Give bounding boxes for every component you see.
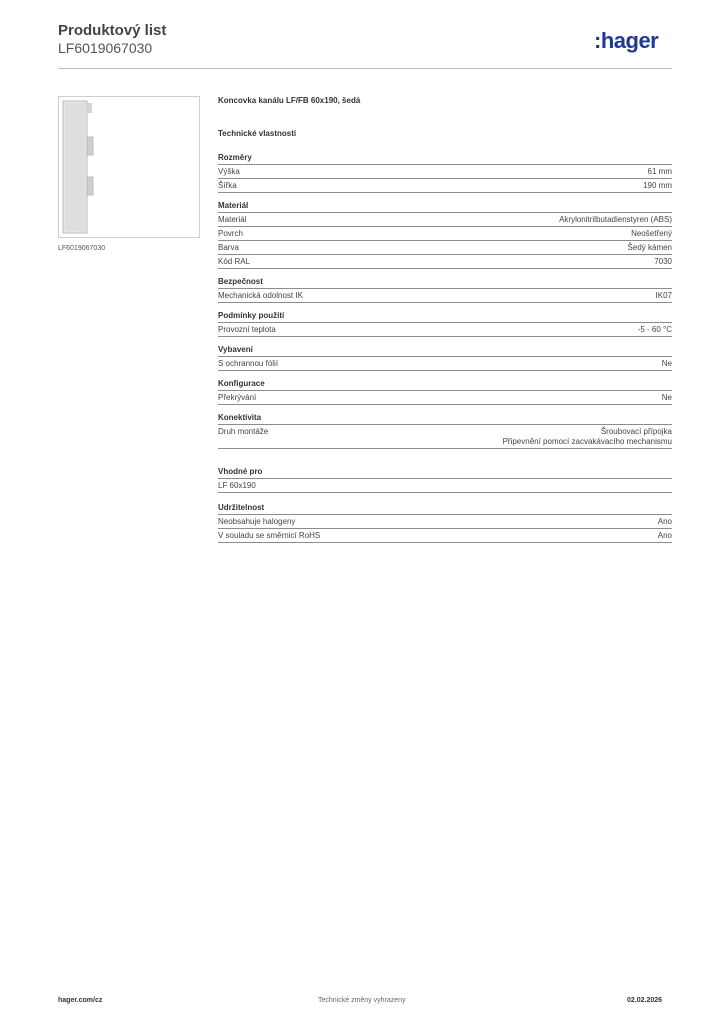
- spec-label: Barva: [218, 243, 239, 252]
- spec-row: [218, 529, 672, 543]
- section-title: Vybavení: [218, 345, 672, 357]
- footer-note: Technické změny vyhrazeny: [318, 997, 406, 1004]
- spec-label: V souladu se směrnicí RoHS: [218, 531, 321, 540]
- spec-value: Neošetřený: [631, 229, 672, 238]
- product-illustration: [59, 97, 199, 237]
- section-konektivita: [218, 413, 672, 449]
- section-vhodne-pro: [218, 467, 672, 493]
- section-udrzitelnost: [218, 503, 672, 543]
- spec-label: Šířka: [218, 181, 237, 190]
- section-konfigurace: [218, 379, 672, 405]
- section-podminky: [218, 311, 672, 337]
- section-title: Rozměry: [218, 153, 672, 165]
- spec-row: [218, 323, 672, 337]
- footer-date: 02.02.2026: [627, 997, 663, 1004]
- spec-label: Povrch: [218, 229, 243, 238]
- section-rozmery: [218, 153, 672, 193]
- spec-label: Výška: [218, 167, 240, 176]
- spec-value: Akrylonitrilbutadienstyren (ABS): [559, 215, 672, 224]
- spec-row: [218, 289, 672, 303]
- hager-logo: [594, 28, 658, 54]
- spec-row: [218, 213, 672, 227]
- spec-row: [218, 165, 672, 179]
- section-title: Konfigurace: [218, 379, 672, 391]
- section-title: Vhodné pro: [218, 467, 672, 479]
- footer-website-link[interactable]: hager.com/cz: [58, 997, 103, 1004]
- spec-row: [218, 425, 672, 449]
- section-title: Materiál: [218, 201, 672, 213]
- spec-label: Mechanická odolnost IK: [218, 291, 303, 300]
- spec-value: 7030: [654, 257, 672, 266]
- section-title: Podmínky použití: [218, 311, 672, 323]
- section-bezpecnost: [218, 277, 672, 303]
- spec-row: [218, 179, 672, 193]
- spec-row: [218, 241, 672, 255]
- logo-text: hager: [600, 28, 659, 53]
- image-caption: LF6019067030: [58, 245, 106, 252]
- spec-value: Ne: [661, 359, 672, 368]
- spec-value: 61 mm: [647, 167, 672, 176]
- spec-label: Překrývání: [218, 393, 257, 402]
- product-name: Koncovka kanálu LF/FB 60x190, šedá: [218, 96, 361, 105]
- spec-label: Druh montáže: [218, 427, 269, 436]
- product-image: [58, 96, 200, 238]
- spec-label: Neobsahuje halogeny: [218, 517, 296, 526]
- spec-value-line: Připevnění pomocí zacvakávacího mechanismu: [502, 437, 672, 446]
- spec-value: -5 - 60 °C: [637, 325, 672, 334]
- spec-value: Ne: [661, 393, 672, 402]
- spec-row: [218, 255, 672, 269]
- spec-row: [218, 515, 672, 529]
- header-divider: [58, 68, 672, 69]
- spec-content: [218, 96, 672, 543]
- logo-dots: :: [594, 28, 601, 53]
- spec-label: S ochrannou fólií: [218, 359, 279, 368]
- section-vybaveni: [218, 345, 672, 371]
- spec-value: Šedý kámen: [627, 243, 672, 252]
- spec-value: Ano: [657, 531, 672, 540]
- spec-label: LF 60x190: [218, 481, 256, 490]
- section-title: Bezpečnost: [218, 277, 672, 289]
- section-material: [218, 201, 672, 269]
- spec-row: [218, 227, 672, 241]
- section-title: Udržitelnost: [218, 503, 672, 515]
- section-title: Konektivita: [218, 413, 672, 425]
- spec-row: [218, 391, 672, 405]
- spec-value: [503, 427, 672, 447]
- spec-row: [218, 479, 672, 493]
- spec-value: Ano: [657, 517, 672, 526]
- spec-label: Kód RAL: [218, 257, 251, 266]
- spec-label: Provozní teplota: [218, 325, 276, 334]
- spec-row: [218, 357, 672, 371]
- product-code-header: LF6019067030: [58, 40, 153, 56]
- tech-props-title: Technické vlastnosti: [218, 129, 297, 138]
- spec-label: Materiál: [218, 215, 247, 224]
- spec-value: 190 mm: [643, 181, 672, 190]
- spec-value-line: Šroubovací přípojka: [600, 427, 672, 436]
- spec-value: IK07: [655, 291, 672, 300]
- page-title: Produktový list: [58, 22, 167, 39]
